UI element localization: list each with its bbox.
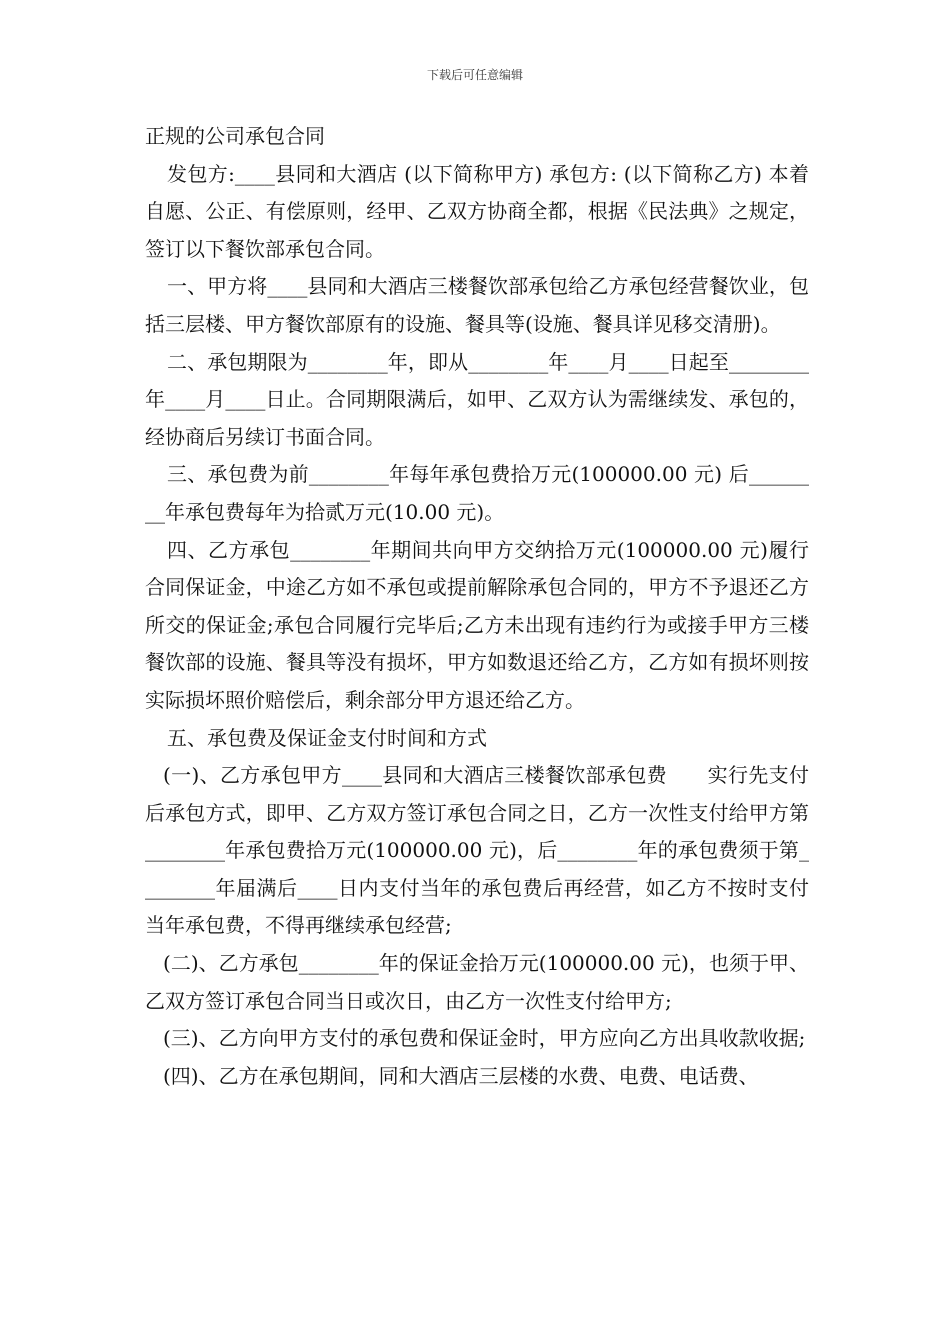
paragraph-clause-4: 四、乙方承包________年期间共向甲方交纳拾万元(100000.00 元)履行合同保证金，中途乙方如不承包或提前解除承包合同的，甲方不予退还乙方所交的保证金;承包合同履行完毕后;乙方未出现有违约行为或接手甲方三楼餐饮部的设施、餐具等没有损坏，甲方如数退还给乙方，乙方如有损坏则按实际损坏照价赔偿后，剩余部分甲方退还给乙方。 xyxy=(145,537,809,712)
paragraph-clause-5-2: (二)、乙方承包________年的保证金拾万元(100000.00 元)，也须于甲、乙双方签订承包合同当日或次日，由乙方一次性支付给甲方; xyxy=(145,951,809,1013)
paragraph-parties: 发包方:____县同和大酒店 (以下简称甲方) 承包方: (以下简称乙方) 本着自愿、公正、有偿原则，经甲、乙双方协商全都，根据《民法典》之规定，签订以下餐饮部承包合同。 xyxy=(145,161,809,261)
paragraph-clause-1: 一、甲方将____县同和大酒店三楼餐饮部承包给乙方承包经营餐饮业，包括三层楼、甲方餐饮部原有的设施、餐具等(设施、餐具详见移交清册)。 xyxy=(145,274,809,336)
paragraph-clause-5-heading: 五、承包费及保证金支付时间和方式 xyxy=(167,725,487,750)
document-body xyxy=(145,118,809,1095)
paragraph-clause-5-1: (一)、乙方承包甲方____县同和大酒店三楼餐饮部承包费 实行先支付后承包方式，即甲、乙方双方签订承包合同之日，乙方一次性支付给甲方第________年承包费拾万元(100000.00 元)，后________年的承包费须于第________年届满后____日内支付当年的承包费后再经营，如乙方不按时支付当年承包费，不得再继续承包经营; xyxy=(145,763,809,938)
paragraph-clause-2: 二、承包期限为________年，即从________年____月____日起至________年____月____日止。合同期限满后，如甲、乙双方认为需继续发、承包的，经协商后另续订书面合同。 xyxy=(145,349,809,449)
paragraph-clause-5-3: (三)、乙方向甲方支付的承包费和保证金时，甲方应向乙方出具收款收据; xyxy=(163,1026,806,1051)
paragraph-clause-5-4: (四)、乙方在承包期间，同和大酒店三层楼的水费、电费、电话费、 xyxy=(163,1063,759,1088)
document-title: 正规的公司承包合同 xyxy=(145,124,325,148)
paragraph-clause-3: 三、承包费为前________年每年承包费拾万元(100000.00 元) 后________年承包费每年为拾贰万元(10.00 元)。 xyxy=(145,462,809,524)
page-header: 下载后可任意编辑 xyxy=(426,68,523,82)
